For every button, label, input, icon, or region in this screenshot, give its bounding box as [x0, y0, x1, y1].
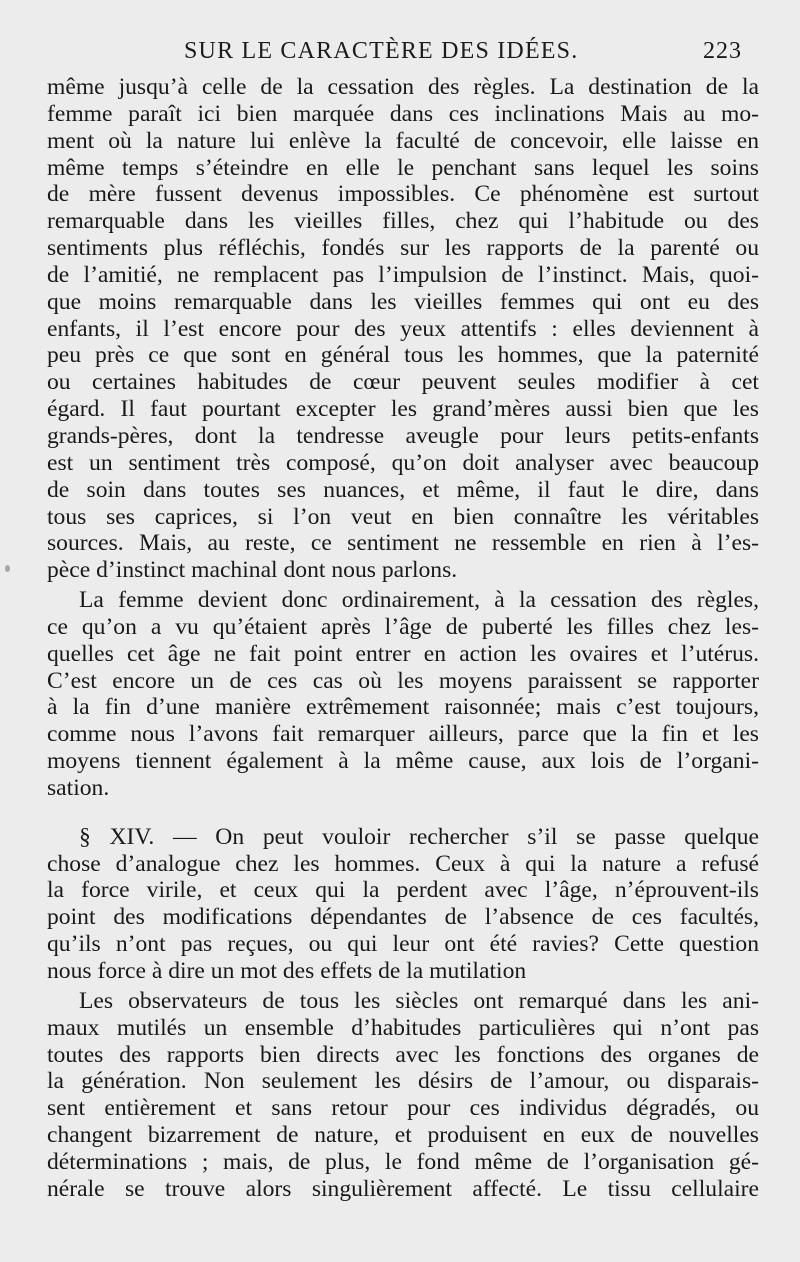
- text-line: femme paraît ici bien marquée dans ces inclinations Mais au mo-: [47, 100, 759, 127]
- text-line: ce qu’on a vu qu’étaient après l’âge de puberté les filles chez les-: [47, 613, 759, 640]
- text-line: toutes des rapports bien directs avec les fonctions des organes de: [47, 1041, 759, 1068]
- text-line: qu’ils n’ont pas reçues, ou qui leur ont été ravies? Cette question: [47, 931, 759, 958]
- text-line: à la fin d’une manière extrêmement raisonnée; mais c’est toujours,: [47, 694, 759, 721]
- running-title: SUR LE CARACTÈRE DES IDÉES.: [184, 38, 579, 64]
- text-line: changent bizarrement de nature, et produisent en eux de nouvelles: [47, 1122, 759, 1149]
- text-line: nérale se trouve alors singulièrement affecté. Le tissu cellulaire: [47, 1175, 759, 1202]
- text-line: que moins remarquable dans les vieilles femmes qui ont eu des: [47, 288, 759, 315]
- text-line: est un sentiment très composé, qu’on doit analyser avec beaucoup: [47, 449, 759, 476]
- page-number: 223: [703, 38, 742, 64]
- text-line: nous force à dire un mot des effets de la mutilation: [47, 958, 527, 984]
- text-line: de mère fussent devenus impossibles. Ce phénomène est surtout: [47, 181, 759, 208]
- text-line: sentiments plus réfléchis, fondés sur les rapports de la parenté ou: [47, 235, 759, 262]
- text-line: remarquable dans les vieilles filles, chez qui l’habitude ou des: [47, 208, 759, 235]
- text-line: La femme devient donc ordinairement, à la cessation des règles,: [79, 587, 759, 614]
- paragraph: [47, 988, 759, 1203]
- text-line: sources. Mais, au reste, ce sentiment ne ressemble en rien à l’es-: [47, 530, 759, 557]
- text-line: moyens tiennent également à la même cause, aux lois de l’organi-: [47, 748, 759, 775]
- text-line: C’est encore un de ces cas où les moyens paraissent se rapporter: [47, 667, 759, 694]
- text-line: tous ses caprices, si l’on veut en bien connaître les véritables: [47, 503, 759, 530]
- text-line: maux mutilés un ensemble d’habitudes particulières qui n’ont pas: [47, 1014, 759, 1041]
- text-line: Les observateurs de tous les siècles ont remarqué dans les ani-: [79, 987, 759, 1014]
- text-line: sation.: [47, 774, 110, 801]
- text-line: quelles cet âge ne fait point entrer en action les ovaires et l’utérus.: [47, 640, 759, 667]
- ink-spot: [5, 565, 10, 572]
- text-line: la force virile, et ceux qui la perdent avec l’âge, n’éprouvent-ils: [47, 877, 759, 904]
- text-line: ou certaines habitudes de cœur peuvent seules modifier à cet: [47, 369, 759, 396]
- body-text: [47, 74, 759, 1203]
- text-line: même temps s’éteindre en elle le penchant sans lequel les soins: [47, 154, 759, 181]
- text-line: ment où la nature lui enlève la faculté de concevoir, elle laisse en: [47, 127, 759, 154]
- text-line: la génération. Non seulement les désirs de l’amour, ou disparais-: [47, 1068, 759, 1095]
- text-line: égard. Il faut pourtant excepter les grand’mères aussi bien que les: [47, 396, 759, 423]
- paragraph: [47, 587, 759, 802]
- text-line: point des modifications dépendantes de l’absence de ces facultés,: [47, 904, 759, 931]
- text-line: grands-pères, dont la tendresse aveugle pour leurs petits-enfants: [47, 422, 759, 449]
- text-line: chose d’analogue chez les hommes. Ceux à qui la nature a refusé: [47, 850, 759, 877]
- text-line: de l’amitié, ne remplacent pas l’impulsion de l’instinct. Mais, quoi-: [47, 261, 759, 288]
- text-line: déterminations ; mais, de plus, le fond même de l’organisation gé-: [47, 1148, 759, 1175]
- text-line: sent entièrement et sans retour pour ces individus dégradés, ou: [47, 1095, 759, 1122]
- text-line: comme nous l’avons fait remarquer ailleurs, parce que la fin et les: [47, 721, 759, 748]
- text-line: de soin dans toutes ses nuances, et même, il faut le dire, dans: [47, 476, 759, 503]
- page-header: [48, 38, 748, 72]
- text-line: enfants, il l’est encore pour des yeux attentifs : elles deviennent à: [47, 315, 759, 342]
- paragraph: [47, 74, 759, 584]
- section-heading-line: § XIV. — On peut vouloir rechercher s’il se passe quelque: [79, 823, 759, 850]
- text-line: même jusqu’à celle de la cessation des règles. La destination de la: [47, 74, 759, 100]
- text-line: peu près ce que sont en général tous les hommes, que la paternité: [47, 342, 759, 369]
- paragraph: [47, 824, 759, 985]
- text-line: pèce d’instinct machinal dont nous parlons.: [47, 557, 458, 584]
